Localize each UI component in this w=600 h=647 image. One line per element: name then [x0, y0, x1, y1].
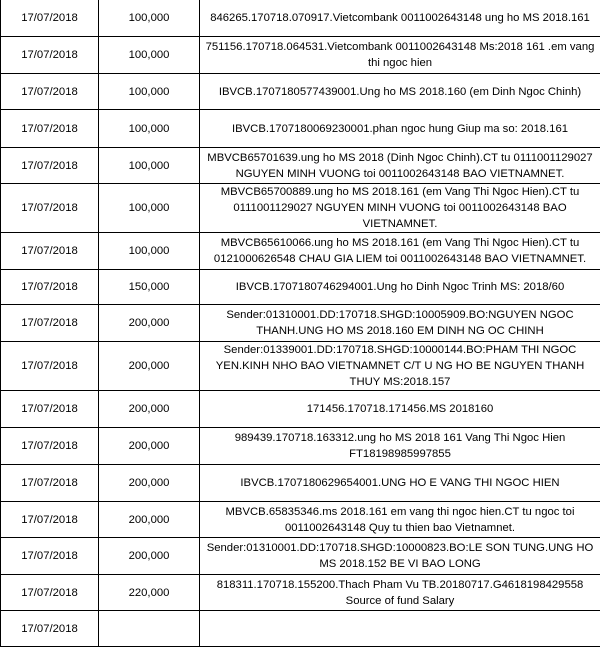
description-cell: IBVCB.1707180629654001.UNG HO E VANG THI NGOC HIEN [200, 465, 600, 502]
table-row [1, 538, 600, 575]
table-row [1, 37, 600, 74]
date-cell: 17/07/2018 [1, 611, 99, 647]
description-cell [200, 611, 600, 647]
description-cell: IBVCB.1707180577439001.Ung ho MS 2018.160 (em Dinh Ngoc Chinh) [200, 74, 600, 110]
amount-cell [99, 611, 200, 647]
description-cell: Sender:01339001.DD:170718.SHGD:10000144.BO:PHAM THI NGOC YEN.KINH NHO BAO VIETNAMNET C/T U NG HO BE NGUYEN THANH THUY MS:2018.157 [200, 342, 600, 391]
date-cell: 17/07/2018 [1, 538, 99, 575]
date-cell: 17/07/2018 [1, 342, 99, 391]
date-cell: 17/07/2018 [1, 37, 99, 74]
description-cell: MBVCB65610066.ung ho MS 2018.161 (em Vang Thi Ngoc Hien).CT tu 0121000626548 CHAU GIA LIEM toi 0011002643148 BAO VIETNAMNET. [200, 233, 600, 270]
description-cell: 989439.170718.163312.ung ho MS 2018 161 Vang Thi Ngoc Hien FT18198985997855 [200, 428, 600, 465]
date-cell: 17/07/2018 [1, 233, 99, 270]
date-cell: 17/07/2018 [1, 465, 99, 502]
amount-cell: 200,000 [99, 391, 200, 428]
table-row [1, 110, 600, 148]
date-cell: 17/07/2018 [1, 305, 99, 342]
date-cell: 17/07/2018 [1, 391, 99, 428]
amount-cell: 200,000 [99, 305, 200, 342]
date-cell: 17/07/2018 [1, 428, 99, 465]
table-row [1, 0, 600, 37]
description-cell: MBVCB65701639.ung ho MS 2018 (Dinh Ngoc Chinh).CT tu 0111001129027 NGUYEN MINH VUONG toi 0011002643148 BAO VIETNAMNET. [200, 148, 600, 184]
amount-cell: 100,000 [99, 37, 200, 74]
description-cell: 751156.170718.064531.Vietcombank 0011002643148 Ms:2018 161 .em vang thi ngoc hien [200, 37, 600, 74]
amount-cell: 100,000 [99, 110, 200, 148]
amount-cell: 100,000 [99, 184, 200, 233]
date-cell: 17/07/2018 [1, 575, 99, 611]
description-cell: Sender:01310001.DD:170718.SHGD:10005909.BO:NGUYEN NGOC THANH.UNG HO MS 2018.160 EM DINH NG OC CHINH [200, 305, 600, 342]
amount-cell: 100,000 [99, 148, 200, 184]
table-row [1, 184, 600, 233]
table-row [1, 575, 600, 611]
table-row [1, 428, 600, 465]
description-cell: IBVCB.1707180746294001.Ung ho Dinh Ngoc Trinh MS: 2018/60 [200, 270, 600, 305]
description-cell: MBVCB.65835346.ms 2018.161 em vang thi ngoc hien.CT tu ngoc toi 0011002643148 Quy tu thien bao Vietnamnet. [200, 502, 600, 538]
date-cell: 17/07/2018 [1, 184, 99, 233]
amount-cell: 200,000 [99, 428, 200, 465]
amount-cell: 200,000 [99, 465, 200, 502]
date-cell: 17/07/2018 [1, 110, 99, 148]
amount-cell: 200,000 [99, 538, 200, 575]
table-row [1, 611, 600, 647]
table-row [1, 74, 600, 110]
description-cell: IBVCB.1707180069230001.phan ngoc hung Giup ma so: 2018.161 [200, 110, 600, 148]
table-row [1, 342, 600, 391]
date-cell: 17/07/2018 [1, 0, 99, 37]
date-cell: 17/07/2018 [1, 74, 99, 110]
table-row [1, 502, 600, 538]
date-cell: 17/07/2018 [1, 502, 99, 538]
date-cell: 17/07/2018 [1, 270, 99, 305]
description-cell: MBVCB65700889.ung ho MS 2018.161 (em Vang Thi Ngoc Hien).CT tu 0111001129027 NGUYEN MINH VUONG toi 0011002643148 BAO VIETNAMNET. [200, 184, 600, 233]
description-cell: 846265.170718.070917.Vietcombank 0011002643148 ung ho MS 2018.161 [200, 0, 600, 37]
table-row [1, 148, 600, 184]
amount-cell: 100,000 [99, 74, 200, 110]
date-cell: 17/07/2018 [1, 148, 99, 184]
description-cell: 171456.170718.171456.MS 2018160 [200, 391, 600, 428]
amount-cell: 220,000 [99, 575, 200, 611]
amount-cell: 100,000 [99, 0, 200, 37]
description-cell: Sender:01310001.DD:170718.SHGD:10000823.BO:LE SON TUNG.UNG HO MS 2018.152 BE VI BAO LONG [200, 538, 600, 575]
amount-cell: 150,000 [99, 270, 200, 305]
amount-cell: 200,000 [99, 502, 200, 538]
description-cell: 818311.170718.155200.Thach Pham Vu TB.20180717.G4618198429558 Source of fund Salary [200, 575, 600, 611]
table-row [1, 305, 600, 342]
table-row [1, 391, 600, 428]
table-row [1, 233, 600, 270]
table-row [1, 465, 600, 502]
amount-cell: 200,000 [99, 342, 200, 391]
ledger-body [1, 0, 600, 647]
amount-cell: 100,000 [99, 233, 200, 270]
table-row [1, 270, 600, 305]
